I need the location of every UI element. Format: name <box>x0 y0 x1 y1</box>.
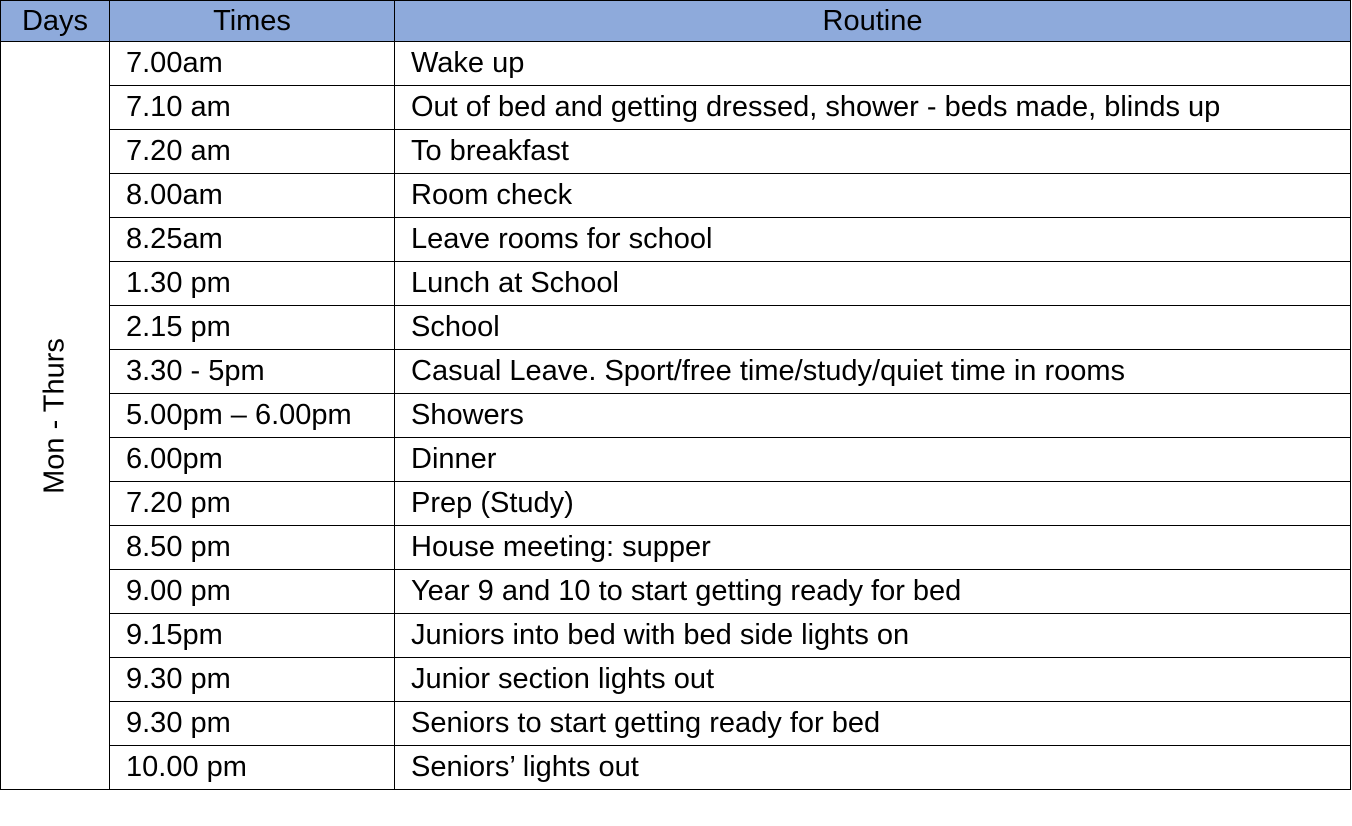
activity-cell: Out of bed and getting dressed, shower - beds made, blinds up <box>395 86 1351 130</box>
activity-cell: Seniors to start getting ready for bed <box>395 702 1351 746</box>
time-cell: 1.30 pm <box>110 262 395 306</box>
days-label: Mon - Thurs <box>38 337 71 494</box>
activity-cell: House meeting: supper <box>395 526 1351 570</box>
table-row <box>1 174 1351 218</box>
time-cell: 2.15 pm <box>110 306 395 350</box>
header-routine: Routine <box>395 1 1351 42</box>
activity-cell: To breakfast <box>395 130 1351 174</box>
time-cell: 7.20 pm <box>110 482 395 526</box>
time-cell: 9.15pm <box>110 614 395 658</box>
table-row <box>1 42 1351 86</box>
table-row <box>1 482 1351 526</box>
table-row <box>1 306 1351 350</box>
time-cell: 7.20 am <box>110 130 395 174</box>
time-cell: 7.10 am <box>110 86 395 130</box>
header-row <box>1 1 1351 42</box>
days-cell <box>1 42 110 790</box>
table-row <box>1 86 1351 130</box>
activity-cell: Year 9 and 10 to start getting ready for bed <box>395 570 1351 614</box>
time-cell: 8.00am <box>110 174 395 218</box>
table-row <box>1 570 1351 614</box>
activity-cell: School <box>395 306 1351 350</box>
header-times: Times <box>110 1 395 42</box>
table-row <box>1 438 1351 482</box>
activity-cell: Room check <box>395 174 1351 218</box>
time-cell: 9.00 pm <box>110 570 395 614</box>
time-cell: 6.00pm <box>110 438 395 482</box>
table-row <box>1 394 1351 438</box>
table-row <box>1 130 1351 174</box>
activity-cell: Showers <box>395 394 1351 438</box>
activity-cell: Seniors’ lights out <box>395 746 1351 790</box>
table-row <box>1 614 1351 658</box>
time-cell: 5.00pm – 6.00pm <box>110 394 395 438</box>
time-cell: 10.00 pm <box>110 746 395 790</box>
routine-rows <box>1 42 1351 790</box>
activity-cell: Lunch at School <box>395 262 1351 306</box>
time-cell: 9.30 pm <box>110 702 395 746</box>
activity-cell: Dinner <box>395 438 1351 482</box>
table-row <box>1 350 1351 394</box>
table-row <box>1 218 1351 262</box>
time-cell: 3.30 - 5pm <box>110 350 395 394</box>
table-row <box>1 702 1351 746</box>
table-row <box>1 746 1351 790</box>
activity-cell: Junior section lights out <box>395 658 1351 702</box>
activity-cell: Prep (Study) <box>395 482 1351 526</box>
activity-cell: Wake up <box>395 42 1351 86</box>
activity-cell: Leave rooms for school <box>395 218 1351 262</box>
activity-cell: Casual Leave. Sport/free time/study/quiet time in rooms <box>395 350 1351 394</box>
time-cell: 8.25am <box>110 218 395 262</box>
time-cell: 7.00am <box>110 42 395 86</box>
header-days: Days <box>1 1 110 42</box>
table-row <box>1 526 1351 570</box>
time-cell: 8.50 pm <box>110 526 395 570</box>
time-cell: 9.30 pm <box>110 658 395 702</box>
table-row <box>1 658 1351 702</box>
table-row <box>1 262 1351 306</box>
activity-cell: Juniors into bed with bed side lights on <box>395 614 1351 658</box>
